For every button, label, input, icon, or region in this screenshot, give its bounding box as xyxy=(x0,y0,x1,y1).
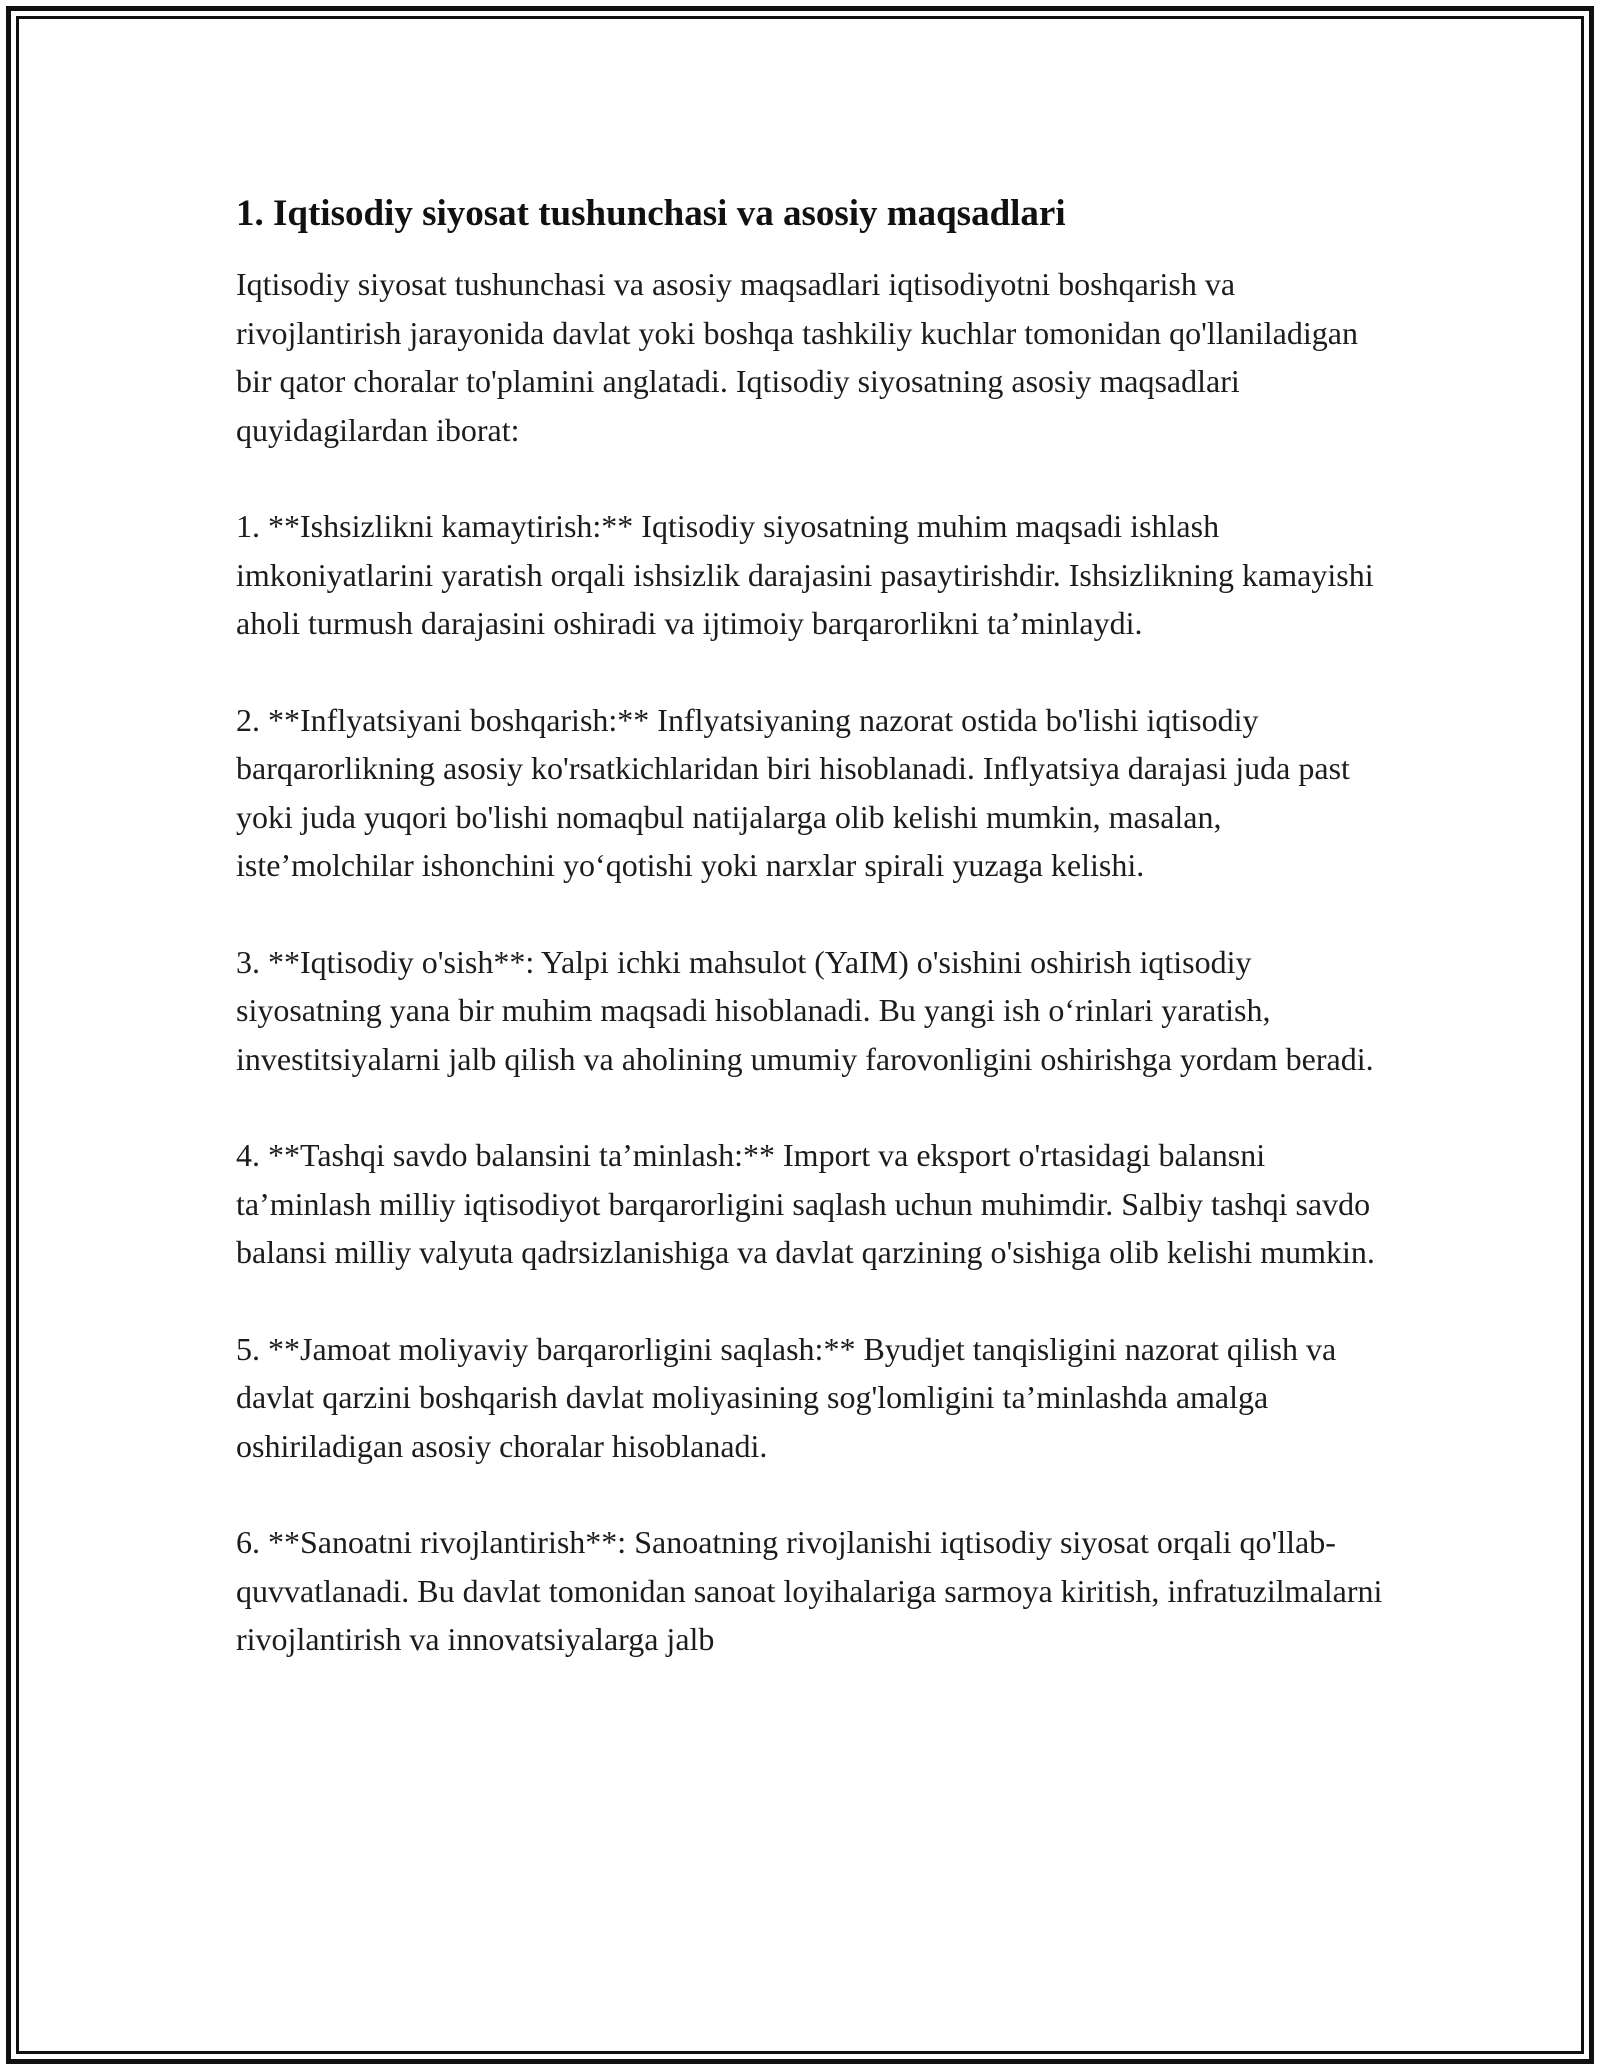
document-page xyxy=(236,190,1386,1664)
list-item-industry-development: 6. **Sanoatni rivojlantirish**: Sanoatning rivojlanishi iqtisodiy siyosat orqali qo'llab-quvvatlanadi. Bu davlat tomonidan sanoat loyihalariga sarmoya kiritish, infratuzilmalarni rivojlantirish va innovatsiyalarga jalb xyxy=(236,1524,1383,1657)
list-item-economic-growth: 3. **Iqtisodiy o'sish**: Yalpi ichki mahsulot (YaIM) o'sishini oshirish iqtisodiy siyosatning yana bir muhim maqsadi hisoblanadi. Bu yangi ish o‘rinlari yaratish, investitsiyalarni jalb qilish va aholining umumiy farovonligini oshirishga yordam beradi. xyxy=(236,943,1374,1077)
section-heading: 1. Iqtisodiy siyosat tushunchasi va asosiy maqsadlari xyxy=(236,193,1066,234)
list-item-public-finance: 5. **Jamoat moliyaviy barqarorligini saqlash:** Byudjet tanqisligini nazorat qilish va davlat qarzini boshqarish davlat moliyasining sog'lomligini ta’minlashda amalga oshiriladigan asosiy choralar hisoblanadi. xyxy=(236,1330,1337,1464)
intro-paragraph: Iqtisodiy siyosat tushunchasi va asosiy maqsadlari iqtisodiyotni boshqarish va rivojlantirish jarayonida davlat yoki boshqa tashkiliy kuchlar tomonidan qo'llaniladigan bir qator choralar to'plamini anglatadi. Iqtisodiy siyosatning asosiy maqsadlari quyidagilardan iborat: xyxy=(236,266,1358,448)
list-item-unemployment: 1. **Ishsizlikni kamaytirish:** Iqtisodiy siyosatning muhim maqsadi ishlash imkoniyatlarini yaratish orqali ishsizlik darajasini pasaytirishdir. Ishsizlikning kamayishi aholi turmush darajasini oshiradi va ijtimoiy barqarorlikni ta’minlaydi. xyxy=(236,508,1374,641)
list-item-trade-balance: 4. **Tashqi savdo balansini ta’minlash:** Import va eksport o'rtasidagi balansni ta’minlash milliy iqtisodiyot barqarorligini saqlash uchun muhimdir. Salbiy tashqi savdo balansi milliy valyuta qadrsizlanishiga va davlat qarzining o'sishiga olib kelishi mumkin. xyxy=(236,1137,1375,1270)
list-item-inflation: 2. **Inflyatsiyani boshqarish:** Inflyatsiyaning nazorat ostida bo'lishi iqtisodiy barqarorlikning asosiy ko'rsatkichlaridan biri hisoblanadi. Inflyatsiya darajasi juda past yoki juda yuqori bo'lishi nomaqbul natijalarga olib kelishi mumkin, masalan, iste’molchilar ishonchini yo‘qotishi yoki narxlar spirali yuzaga kelishi. xyxy=(236,701,1350,883)
